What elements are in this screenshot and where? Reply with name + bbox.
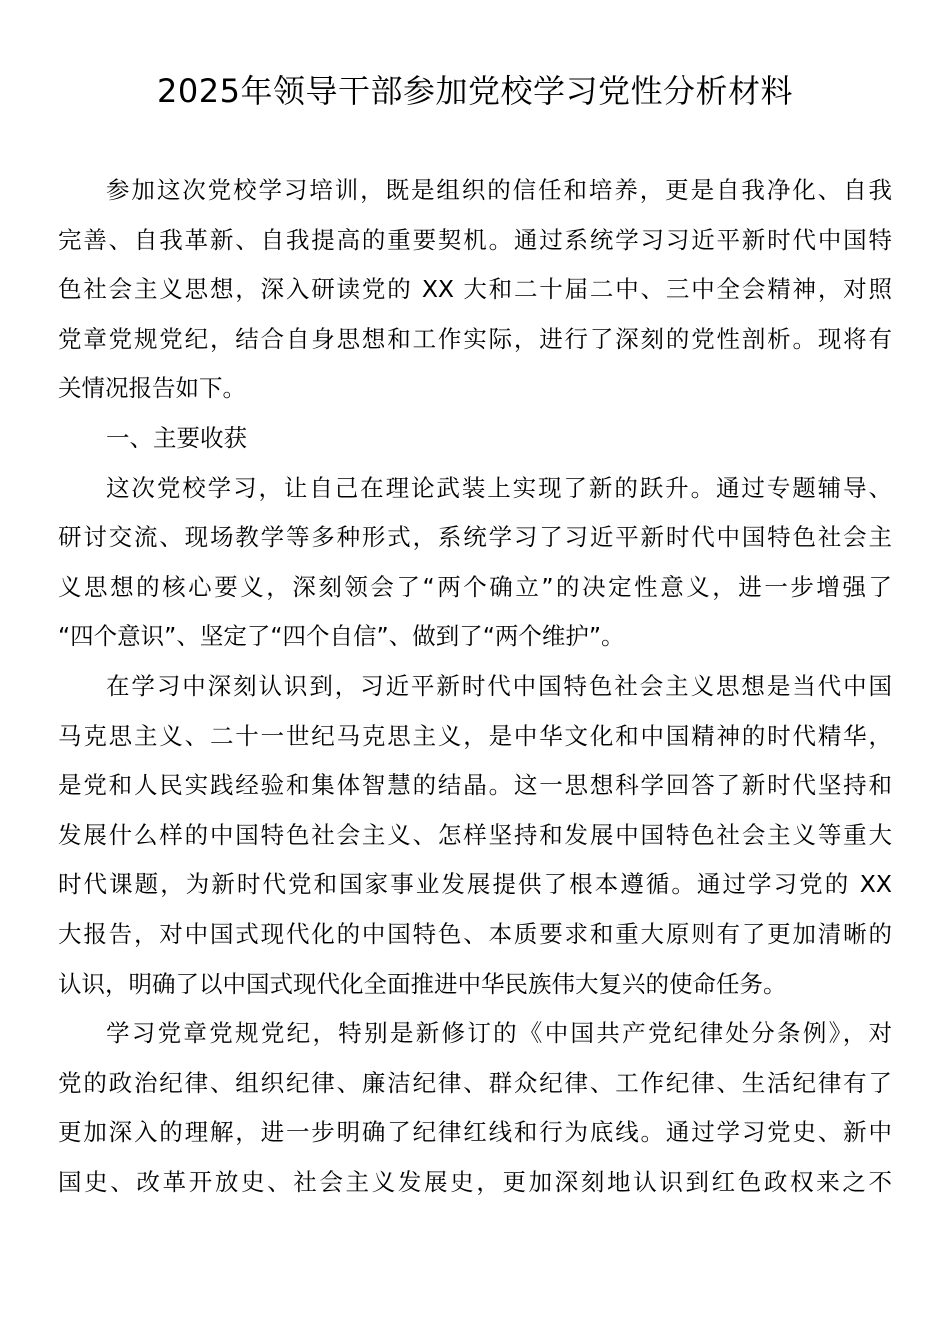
text-line: 马克思主义、二十一世纪马克思主义，是中华文化和中国精神的时代精华， <box>58 721 892 750</box>
text-line: 大报告，对中国式现代化的中国特色、本质要求和重大原则有了更加清晰的 <box>58 919 892 948</box>
text-line: 党的政治纪律、组织纪律、廉洁纪律、群众纪律、工作纪律、生活纪律有了 <box>58 1068 892 1097</box>
text-line: 关情况报告如下。 <box>58 374 246 403</box>
text-line: “四个意识”、坚定了“四个自信”、做到了“两个维护”。 <box>58 622 625 651</box>
text-line: 是党和人民实践经验和集体智慧的结晶。这一思想科学回答了新时代坚持和 <box>58 771 892 800</box>
text-line: 色社会主义思想，深入研读党的 XX 大和二十届二中、三中全会精神，对照 <box>58 275 892 304</box>
text-line: 这次党校学习，让自己在理论武装上实现了新的跃升。通过专题辅导、 <box>106 473 892 502</box>
text-line: 学习党章党规党纪，特别是新修订的《中国共产党纪律处分条例》，对 <box>106 1019 892 1048</box>
text-line: 义思想的核心要义，深刻领会了“两个确立”的决定性意义，进一步增强了 <box>58 572 892 601</box>
text-line: 完善、自我革新、自我提高的重要契机。通过系统学习习近平新时代中国特 <box>58 225 892 254</box>
text-line: 国史、改革开放史、社会主义发展史，更加深刻地认识到红色政权来之不 <box>58 1167 892 1196</box>
text-line: 认识，明确了以中国式现代化全面推进中华民族伟大复兴的使命任务。 <box>58 969 787 998</box>
text-line: 更加深入的理解，进一步明确了纪律红线和行为底线。通过学习党史、新中 <box>58 1118 892 1147</box>
document-body <box>58 166 892 1207</box>
section-heading: 一、主要收获 <box>106 423 247 452</box>
document-title: 2025年领导干部参加党校学习党性分析材料 <box>157 72 793 110</box>
text-line: 发展什么样的中国特色社会主义、怎样坚持和发展中国特色社会主义等重大 <box>58 820 892 849</box>
text-line: 参加这次党校学习培训，既是组织的信任和培养，更是自我净化、自我 <box>106 176 892 204</box>
text-line: 在学习中深刻认识到，习近平新时代中国特色社会主义思想是当代中国 <box>106 671 892 700</box>
text-line: 党章党规党纪，结合自身思想和工作实际，进行了深刻的党性剖析。现将有 <box>58 324 892 353</box>
text-line: 时代课题，为新时代党和国家事业发展提供了根本遵循。通过学习党的 XX <box>58 870 892 899</box>
text-line: 研讨交流、现场教学等多种形式，系统学习了习近平新时代中国特色社会主 <box>58 523 892 552</box>
